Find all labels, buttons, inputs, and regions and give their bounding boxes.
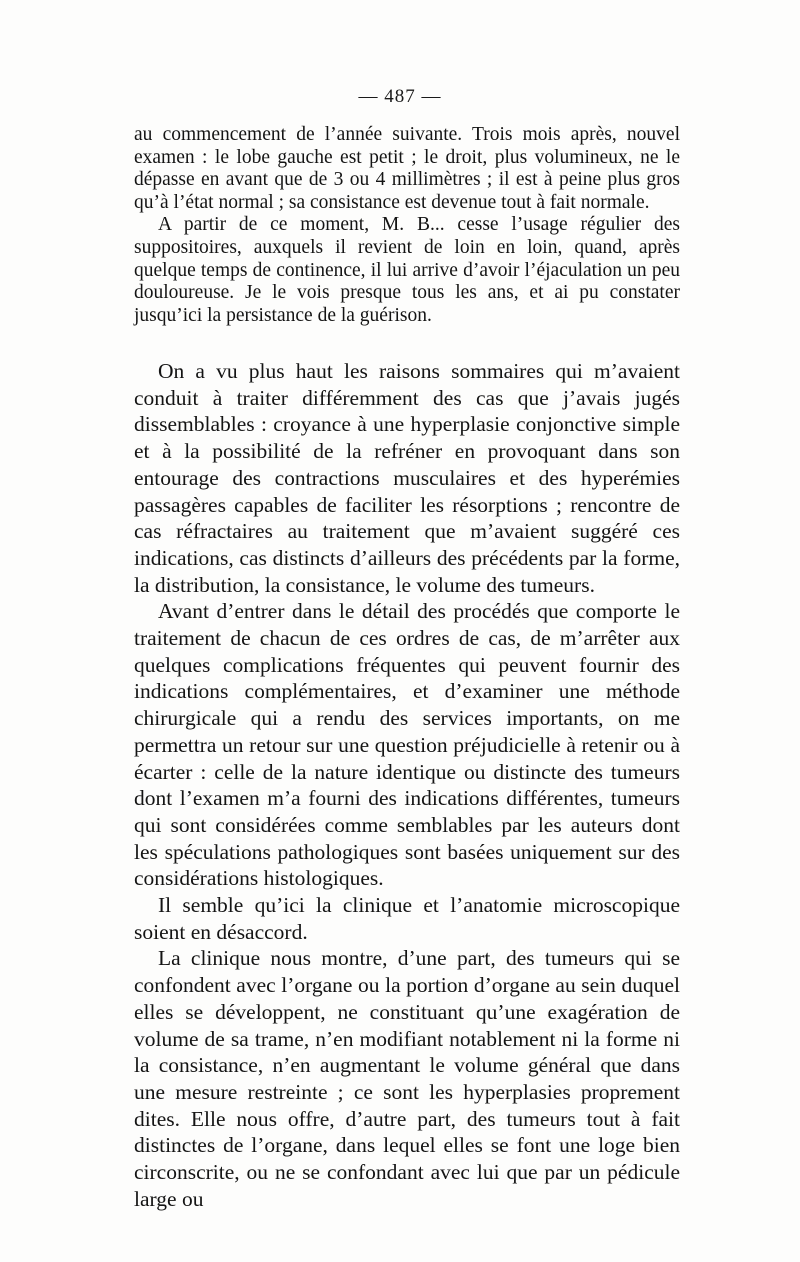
paragraph-4: Avant d’entrer dans le détail des procédés que comporte le traitement de chacun de ces ordres de cas, de m’arrêter aux quelques complications fréquentes qui peuvent fournir des indications complémentaires, et d’examiner une méthode chirurgicale qui a rendu des services importants, on me permettra un retour sur une question préjudicielle à retenir ou à écarter : celle de la nature identique ou distincte des tumeurs dont l’examen m’a fourni des indications différentes, tumeurs qui sont considérées comme semblables par les auteurs dont les spéculations pathologiques sont basées uniquement sur des considérations histologiques.	[134, 599, 680, 891]
paragraph-5: Il semble qu’ici la clinique et l’anatomie microscopique soient en désaccord.	[134, 893, 680, 944]
paragraph-6: La clinique nous montre, d’une part, des tumeurs qui se confondent avec l’organe ou la portion d’organe au sein duquel elles se développent, ne constituant qu’une exagération de volume de sa trame, n’en modifiant notablement ni la forme ni la consistance, n’en augmentant le volume général que dans une mesure restreinte ; ce sont les hyperplasies proprement dites. Elle nous offre, d’autre part, des tumeurs tout à fait distinctes de l’organe, dans lequel elles se font une loge bien circonscrite, ou ne se confondant avec lui que par un pédicule large ou	[134, 946, 680, 1211]
text-block-top	[134, 124, 680, 327]
page-number: — 487 —	[358, 86, 442, 107]
paragraph-2: A partir de ce moment, M. B... cesse l’usage régulier des suppositoires, auxquels il revient de loin en loin, quand, après quelque temps de continence, il lui arrive d’avoir l’éjaculation un peu douloureuse. Je le vois presque tous les ans, et ai pu constater jusqu’ici la persistance de la guérison.	[134, 214, 680, 326]
paragraph-3: On a vu plus haut les raisons sommaires qui m’avaient conduit à traiter différemment des cas que j’avais jugés dissemblables : croyance à une hyperplasie conjonctive simple et à la possibilité de la refréner en provoquant dans son entourage des contractions musculaires et des hyperémies passagères capables de faciliter les résorptions ; rencontre de cas réfractaires au traitement que m’avaient suggéré ces indications, cas distincts d’ailleurs des précédents par la forme, la distribution, la consistance, le volume des tumeurs.	[134, 359, 680, 597]
text-block-main	[134, 358, 680, 1213]
paragraph-1: au commencement de l’année suivante. Trois mois après, nouvel examen : le lobe gauche est petit ; le droit, plus volumineux, ne le dépasse en avant que de 3 ou 4 millimètres ; il est à peine plus gros qu’à l’état normal ; sa consistance est devenue tout à fait normale.	[134, 124, 680, 213]
